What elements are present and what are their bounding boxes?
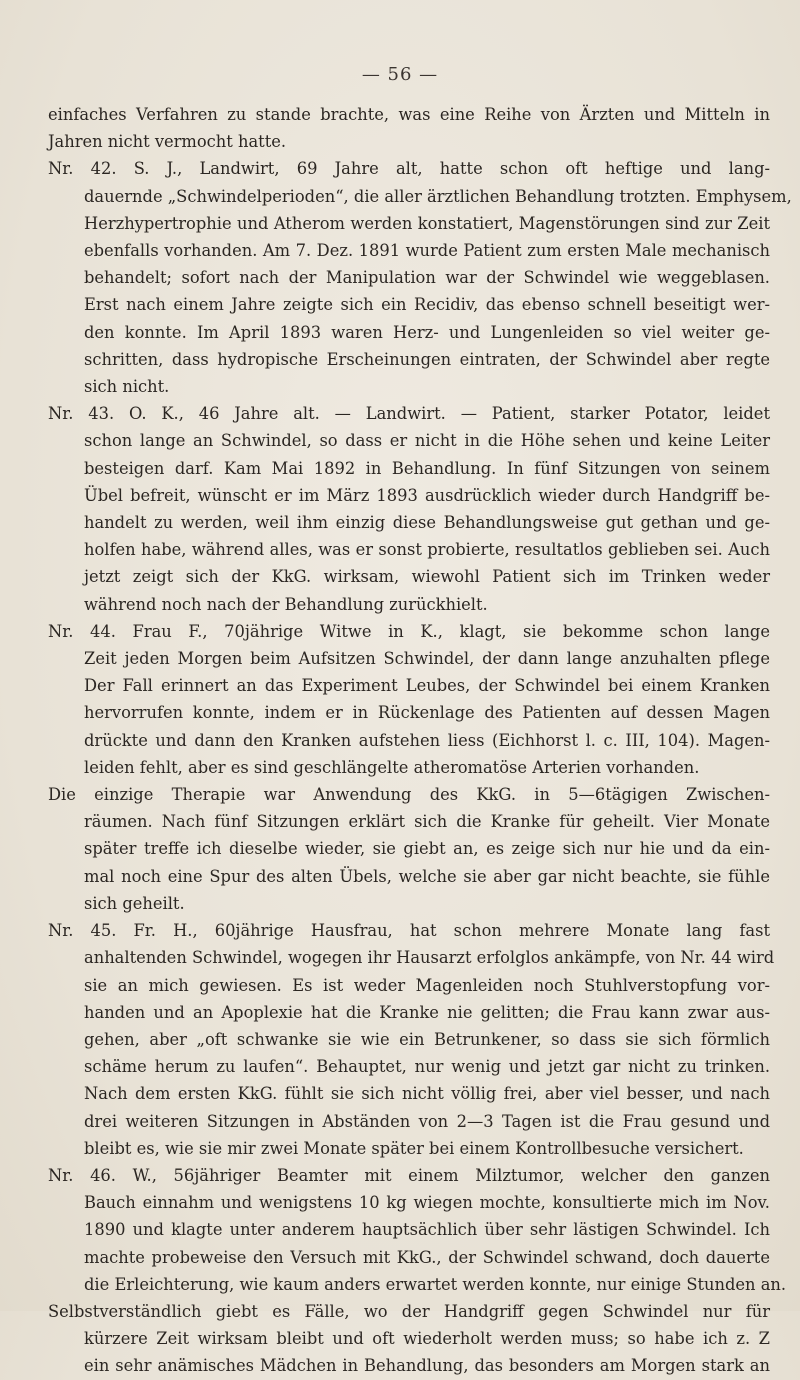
text-line: Herzhypertrophie und Atherom werden konstatiert, Magenstörungen sind zur Zeit [84, 213, 770, 233]
paragraph [48, 917, 775, 1162]
text-line: behandelt; sofort nach der Manipulation war der Schwindel wie weggeblasen. [84, 268, 770, 288]
text-line: Jahren nicht vermocht hatte. [48, 132, 287, 152]
text-line: Nr. 43. O. K., 46 Jahre alt. — Landwirt. — Patient, starker Potator, leidet [48, 404, 770, 424]
paragraph [48, 400, 770, 618]
text-line: machte probeweise den Versuch mit KkG., der Schwindel schwand, doch dauerte [84, 1247, 770, 1267]
text-line: handen und an Apoplexie hat die Kranke nie gelitten; die Frau kann zwar aus- [84, 1002, 770, 1022]
paragraph [48, 101, 770, 155]
paragraph [48, 155, 792, 400]
text-line: dauernde „Schwindelperioden“, die aller ärztlichen Behandlung trotzten. Emphysem, [84, 186, 792, 206]
text-line: holfen habe, während alles, was er sonst probierte, resultatlos geblieben sei. Auch [84, 540, 770, 560]
text-line: schritten, dass hydropische Erscheinungen eintraten, der Schwindel aber regte [84, 349, 770, 369]
text-line: handelt zu werden, weil ihm einzig diese Behandlungsweise gut gethan und ge- [84, 513, 770, 533]
text-line: drückte und dann den Kranken aufstehen liess (Eichhorst l. c. III, 104). Magen- [84, 730, 770, 750]
text-line: schäme herum zu laufen“. Behauptet, nur wenig und jetzt gar nicht zu trinken. [84, 1057, 770, 1077]
text-line: ein sehr anämisches Mädchen in Behandlung, das besonders am Morgen stark an [84, 1356, 770, 1376]
text-line: anhaltenden Schwindel, wogegen ihr Hausarzt erfolglos ankämpfe, von Nr. 44 wird [84, 948, 775, 968]
text-line: räumen. Nach fünf Sitzungen erklärt sich die Kranke für geheilt. Vier Monate [84, 812, 770, 832]
text-line: während noch nach der Behandlung zurückhielt. [84, 594, 488, 614]
text-line: mal noch eine Spur des alten Übels, welche sie aber gar nicht beachte, sie fühle [84, 866, 770, 886]
paragraph [48, 1298, 770, 1380]
paragraph [48, 781, 770, 917]
text-line: kürzere Zeit wirksam bleibt und oft wiederholt werden muss; so habe ich z. Z [84, 1329, 770, 1349]
text-line: bleibt es, wie sie mir zwei Monate später bei einem Kontrollbesuche versichert. [84, 1138, 744, 1158]
text-line: hervorrufen konnte, indem er in Rückenlage des Patienten auf dessen Magen [84, 703, 770, 723]
text-line: schon lange an Schwindel, so dass er nicht in die Höhe sehen und keine Leiter [84, 431, 770, 451]
text-line: drei weiteren Sitzungen in Abständen von 2—3 Tagen ist die Frau gesund und [84, 1111, 770, 1131]
text-line: Der Fall erinnert an das Experiment Leubes, der Schwindel bei einem Kranken [84, 676, 770, 696]
text-line: 1890 und klagte unter anderem hauptsächlich über sehr lästigen Schwindel. Ich [84, 1220, 770, 1240]
text-line: Zeit jeden Morgen beim Aufsitzen Schwindel, der dann lange anzuhalten pflege [84, 649, 770, 669]
text-line: gehen, aber „oft schwanke sie wie ein Betrunkener, so dass sie sich förmlich [84, 1029, 770, 1049]
body-text [48, 101, 792, 1380]
text-line: einfaches Verfahren zu stande brachte, was eine Reihe von Ärzten und Mitteln in [48, 105, 770, 124]
text-line: Nr. 46. W., 56jähriger Beamter mit einem Milztumor, welcher den ganzen [48, 1165, 770, 1185]
text-line: leiden fehlt, aber es sind geschlängelte atheromatöse Arterien vorhanden. [84, 757, 700, 777]
text-line: Nr. 44. Frau F., 70jährige Witwe in K., klagt, sie bekomme schon lange [48, 621, 770, 641]
text-line: sie an mich gewiesen. Es ist weder Magenleiden noch Stuhlverstopfung vor- [84, 975, 770, 995]
paragraph [48, 1162, 787, 1298]
text-line: später treffe ich dieselbe wieder, sie giebt an, es zeige sich nur hie und da ein- [84, 839, 770, 859]
text-line: Nr. 42. S. J., Landwirt, 69 Jahre alt, hatte schon oft heftige und lang- [48, 159, 770, 179]
text-line: ebenfalls vorhanden. Am 7. Dez. 1891 wurde Patient zum ersten Male mechanisch [84, 241, 770, 261]
text-line: den konnte. Im April 1893 waren Herz- und Lungenleiden so viel weiter ge- [84, 322, 770, 342]
paragraph [48, 618, 770, 781]
text-line: jetzt zeigt sich der KkG. wirksam, wiewohl Patient sich im Trinken weder [84, 567, 770, 587]
text-line: Nr. 45. Fr. H., 60jährige Hausfrau, hat schon mehrere Monate lang fast [48, 921, 770, 941]
text-line: Die einzige Therapie war Anwendung des KkG. in 5—6tägigen Zwischen- [48, 785, 770, 805]
page-number: — 56 — [361, 64, 439, 85]
text-line: Erst nach einem Jahre zeigte sich ein Recidiv, das ebenso schnell beseitigt wer- [84, 295, 770, 315]
text-line: Bauch einnahm und wenigstens 10 kg wiegen mochte, konsultierte mich im Nov. [84, 1193, 770, 1213]
text-line: sich nicht. [84, 377, 170, 397]
text-line: Nach dem ersten KkG. fühlt sie sich nicht völlig frei, aber viel besser, und nach [84, 1084, 770, 1104]
text-line: die Erleichterung, wie kaum anders erwartet werden konnte, nur einige Stunden an. [84, 1274, 787, 1294]
text-line: Selbstverständlich giebt es Fälle, wo der Handgriff gegen Schwindel nur für [48, 1301, 770, 1321]
text-line: besteigen darf. Kam Mai 1892 in Behandlung. In fünf Sitzungen von seinem [84, 458, 770, 478]
text-line: Übel befreit, wünscht er im März 1893 ausdrücklich wieder durch Handgriff be- [84, 485, 770, 505]
text-line: sich geheilt. [84, 893, 185, 913]
